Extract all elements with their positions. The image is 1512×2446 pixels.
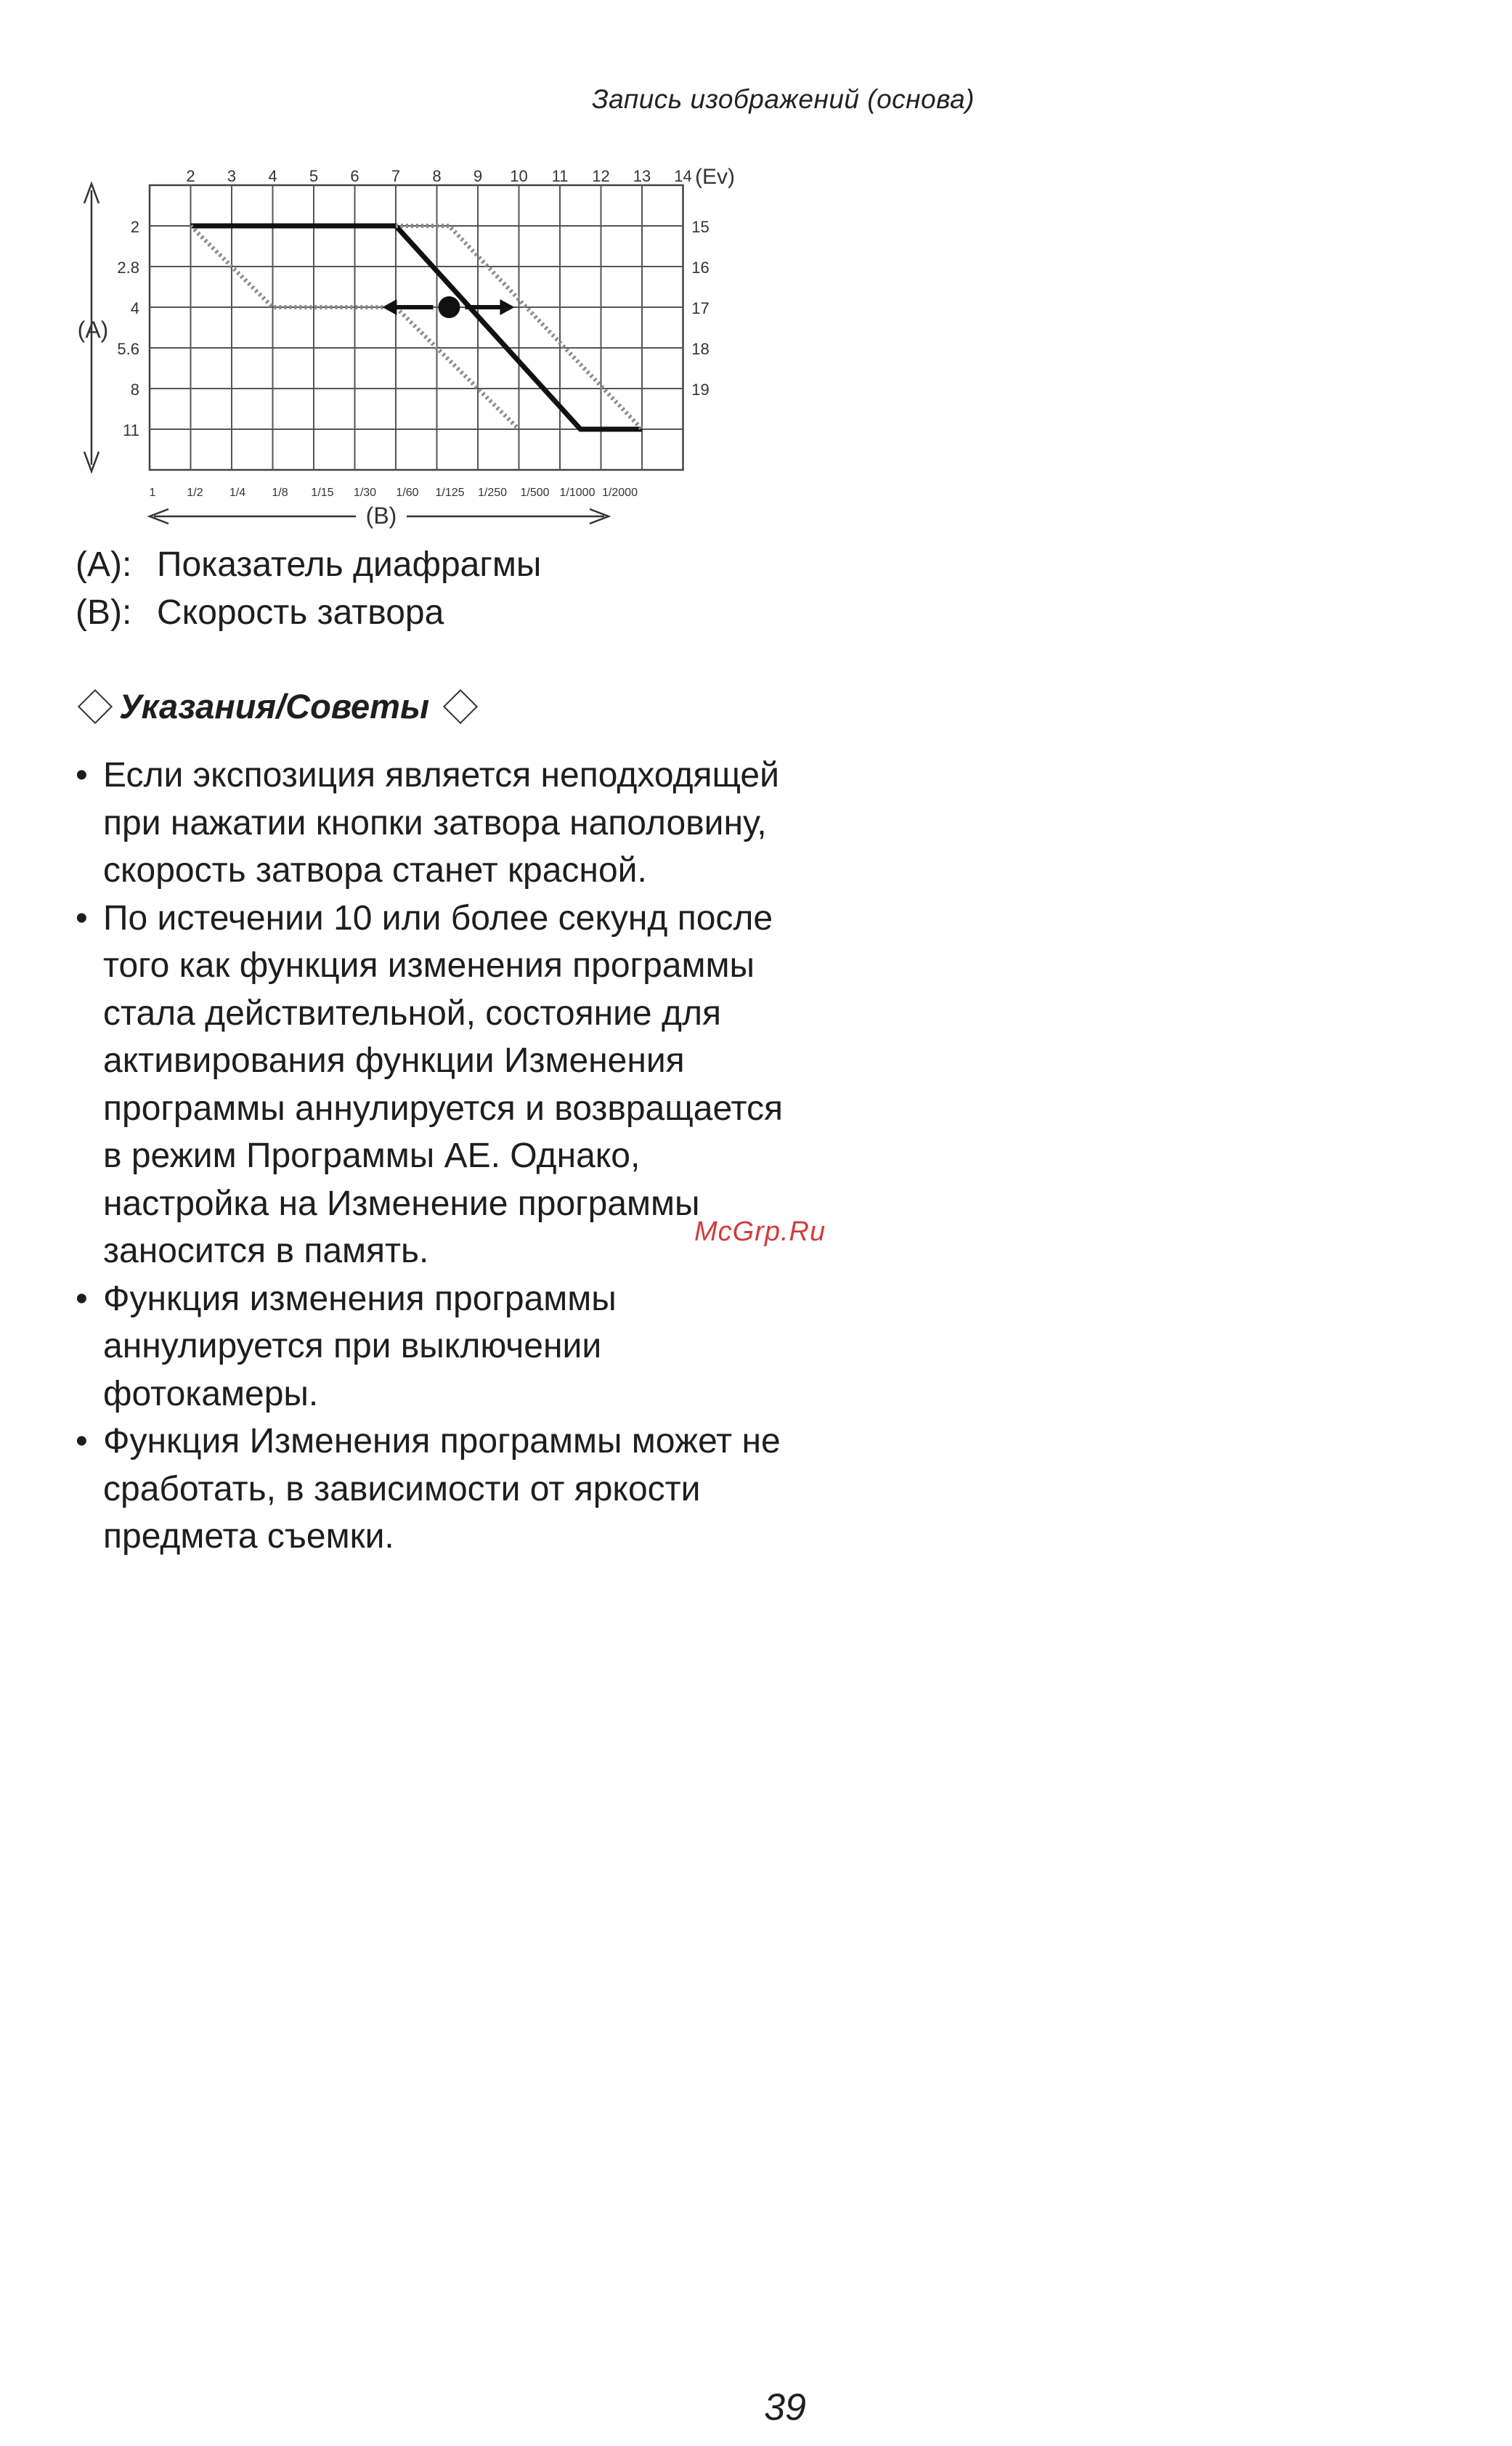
- top-tick-label: 11: [551, 167, 569, 185]
- bottom-tick-label: 1/15: [311, 487, 334, 499]
- tips-list: [76, 752, 787, 1561]
- right-tick-label: 19: [691, 381, 710, 399]
- top-tick-label: 4: [268, 167, 277, 185]
- top-tick-label: 5: [309, 167, 319, 185]
- tip-item: • Функция изменения программы аннулируется при выключении фотокамеры.: [76, 1275, 787, 1418]
- top-tick-label: 10: [510, 167, 528, 185]
- right-tick-label: 17: [691, 299, 710, 317]
- tip-item: • Если экспозиция является неподходящей при нажатии кнопки затвора наполовину, скорость затвора станет красной.: [76, 752, 787, 895]
- legend-text-b: Скорость затвора: [157, 593, 444, 632]
- bottom-tick-label: 1/2000: [602, 487, 638, 499]
- bottom-tick-label: 1/125: [435, 487, 465, 499]
- page-number: 39: [764, 2386, 806, 2429]
- arrow-right-icon: [500, 299, 514, 315]
- bottom-axis-label: (B): [365, 503, 397, 529]
- top-tick-label: 9: [473, 167, 483, 185]
- top-tick-label: 6: [350, 167, 359, 185]
- right-tick-label: 15: [691, 218, 710, 236]
- left-tick-label: 8: [130, 381, 139, 399]
- top-axis-unit: (Ev): [695, 165, 735, 189]
- tip-item: • По истечении 10 или более секунд после того как функция изменения программы стала действительной, состояние для активирования функции Изменения программы аннулируется и возвращается в режим Программы АЕ. Однако, настройка на Изменение программы заносится в память.: [76, 895, 787, 1275]
- bottom-tick-label: 1/500: [520, 487, 550, 499]
- top-tick-label: 3: [227, 167, 237, 185]
- watermark: McGrp.Ru: [694, 1216, 826, 1247]
- exposure-program-chart: [0, 0, 1512, 537]
- top-tick-label: 12: [592, 167, 610, 185]
- tips-heading: [76, 686, 484, 726]
- diamond-icon: [443, 688, 478, 723]
- legend-row-b: [76, 589, 541, 637]
- right-tick-label: 16: [691, 259, 710, 277]
- bottom-tick-label: 1: [149, 487, 156, 499]
- bottom-tick-label: 1/4: [229, 487, 246, 499]
- left-tick-label: 11: [123, 421, 139, 439]
- chart-legend: [76, 541, 541, 637]
- bottom-tick-label: 1/2: [187, 487, 203, 499]
- legend-key-a: (A):: [76, 545, 132, 584]
- bottom-tick-label: 1/8: [272, 487, 288, 499]
- left-tick-label: 2: [130, 218, 139, 236]
- bottom-tick-label: 1/1000: [559, 487, 596, 499]
- diamond-icon: [78, 688, 113, 723]
- right-tick-label: 18: [691, 340, 710, 358]
- tips-heading-text: Указания/Советы: [119, 687, 430, 726]
- program-shift-marker: [438, 296, 460, 318]
- legend-row-a: [76, 541, 541, 589]
- top-tick-label: 8: [432, 167, 442, 185]
- legend-key-b: (B):: [76, 593, 132, 632]
- top-tick-label: 13: [633, 167, 651, 185]
- program-line-solid: [191, 226, 643, 429]
- top-tick-label: 2: [186, 167, 195, 185]
- left-tick-label: 5.6: [117, 340, 139, 358]
- left-axis-label: (A): [77, 317, 109, 343]
- left-tick-label: 2.8: [117, 259, 139, 277]
- top-tick-label: 14: [674, 167, 692, 185]
- tip-item: • Функция Изменения программы может не сработать, в зависимости от яркости предмета съемки.: [76, 1418, 787, 1561]
- bottom-tick-label: 1/30: [353, 487, 377, 499]
- page-header: Запись изображений (основа): [591, 84, 975, 114]
- left-tick-label: 4: [130, 299, 139, 317]
- legend-text-a: Показатель диафрагмы: [157, 545, 542, 584]
- arrow-left-icon: [382, 299, 397, 315]
- top-tick-label: 7: [391, 167, 401, 185]
- bottom-tick-label: 1/250: [477, 487, 508, 499]
- bottom-tick-label: 1/60: [396, 487, 419, 499]
